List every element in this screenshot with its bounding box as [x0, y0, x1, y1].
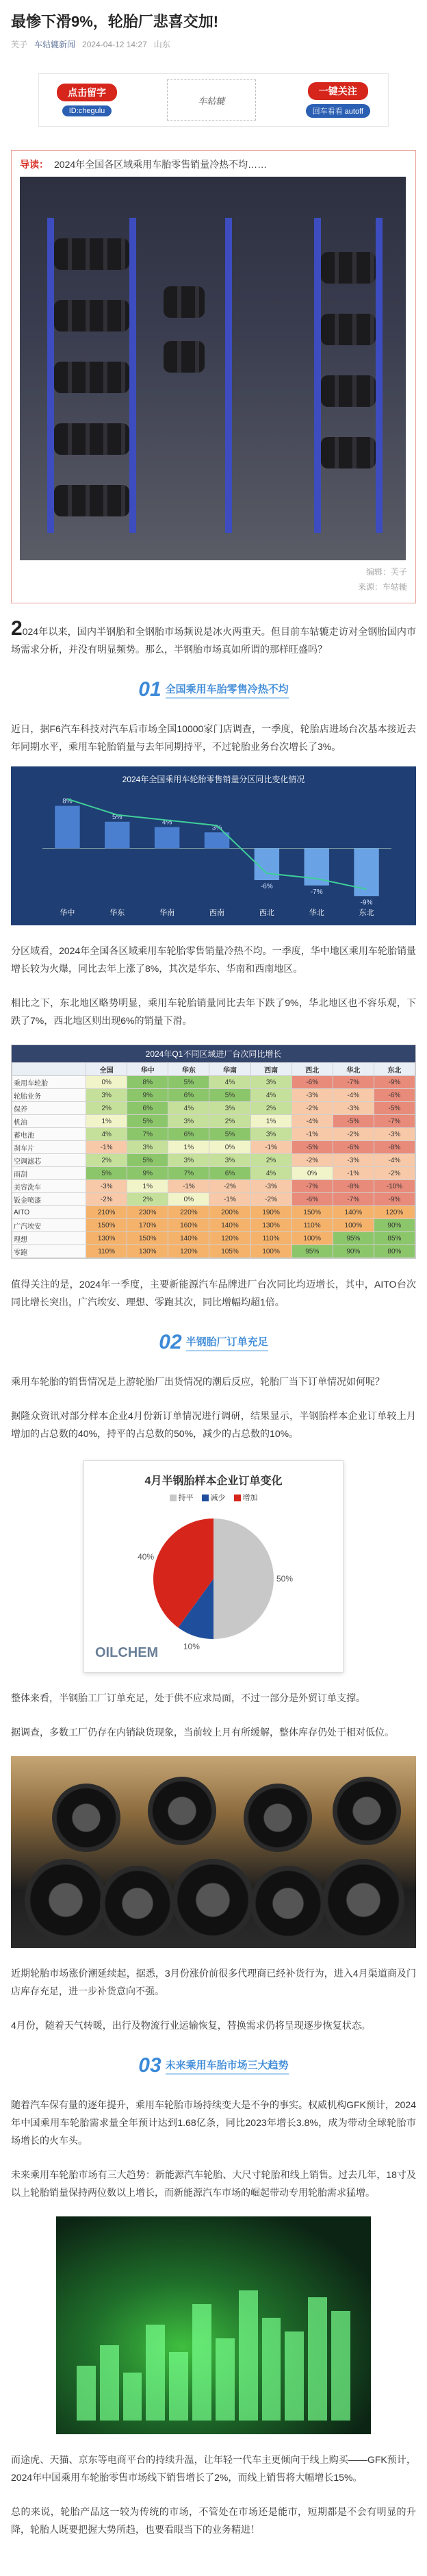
- table-row: [12, 1141, 415, 1154]
- table-row: [12, 1219, 415, 1232]
- banner-left[interactable]: [57, 84, 117, 116]
- tire-stack: [54, 423, 129, 455]
- tire-stack: [321, 314, 376, 345]
- heatmap-cell: -3%: [250, 1180, 292, 1193]
- heatmap-cell: 8%: [127, 1076, 168, 1089]
- heatmap-cell: 3%: [86, 1089, 127, 1102]
- tire-image: [25, 1859, 107, 1941]
- bar-value-label: 3%: [211, 824, 222, 832]
- heatmap-column-header: 华东: [168, 1063, 209, 1076]
- paragraph: 相比之下，东北地区略势明显，乘用车轮胎销量同比去年下跌了9%，华北地区也不容乐观，下跌了7%，西北地区则出现6%的销量下滑。: [11, 997, 416, 1026]
- tire-image: [172, 1859, 254, 1941]
- heatmap-row-label: 钣金喷漆: [12, 1193, 86, 1206]
- heatmap-cell: -4%: [333, 1089, 374, 1102]
- heatmap-cell: 3%: [209, 1154, 250, 1167]
- account-link[interactable]: 车轱辘新闻: [34, 40, 76, 49]
- bar-chart-svg: [22, 785, 405, 922]
- heatmap-cell: 4%: [86, 1128, 127, 1141]
- heatmap-cell: -7%: [374, 1115, 415, 1128]
- heatmap-cell: 2%: [209, 1115, 250, 1128]
- section-number: 03: [138, 2054, 161, 2077]
- table-row: [12, 1245, 415, 1258]
- heatmap-cell: -8%: [333, 1180, 374, 1193]
- heatmap-cell: -10%: [374, 1180, 415, 1193]
- table-row: [12, 1076, 415, 1089]
- tire-image: [322, 1859, 404, 1941]
- lead-text: 2024年全国各区域乘用车胎零售销量冷热不均……: [54, 159, 268, 170]
- heatmap-column-header: 全国: [86, 1063, 127, 1076]
- table-row: [12, 1180, 415, 1193]
- heatmap-cell: -2%: [209, 1180, 250, 1193]
- heatmap-cell: 4%: [250, 1167, 292, 1180]
- tire-image: [244, 1784, 312, 1852]
- heatmap-cell: 2%: [250, 1154, 292, 1167]
- heatmap-cell: -6%: [292, 1076, 333, 1089]
- table-row: [12, 1232, 415, 1245]
- heatmap-cell: -8%: [374, 1141, 415, 1154]
- tire-stack: [321, 437, 376, 468]
- heatmap-column-header: 华南: [209, 1063, 250, 1076]
- heatmap-cell: -2%: [333, 1128, 374, 1141]
- heatmap-header-row: [12, 1063, 415, 1076]
- heatmap-grid: [12, 1062, 415, 1258]
- heatmap-cell: 210%: [86, 1206, 127, 1219]
- heatmap-cell: 1%: [86, 1115, 127, 1128]
- legend-label: 增加: [242, 1494, 258, 1502]
- heatmap-cell: 160%: [168, 1219, 209, 1232]
- table-row: [12, 1193, 415, 1206]
- heatmap-cell: -5%: [333, 1115, 374, 1128]
- heatmap-cell: -7%: [292, 1180, 333, 1193]
- heatmap-cell: -7%: [333, 1076, 374, 1089]
- tire-stack: [54, 300, 129, 332]
- heatmap-cell: 1%: [127, 1180, 168, 1193]
- lead-tag: 导读：: [20, 159, 49, 170]
- heatmap-cell: 1%: [250, 1115, 292, 1128]
- x-tick-label: 华中: [60, 909, 75, 917]
- heatmap-cell: -6%: [292, 1193, 333, 1206]
- heatmap-cell: 80%: [374, 1245, 415, 1258]
- tire-stack: [54, 238, 129, 270]
- table-row: [12, 1089, 415, 1102]
- legend-swatch: [202, 1495, 209, 1501]
- paragraph: 整体来看，半钢胎工厂订单充足，处于供不应求局面，不过一部分是外贸订单支撑。: [11, 1692, 365, 1703]
- heatmap-cell: 170%: [127, 1219, 168, 1232]
- table-row: [12, 1167, 415, 1180]
- heatmap-cell: 6%: [168, 1128, 209, 1141]
- heatmap-cell: -3%: [333, 1154, 374, 1167]
- paragraph: 4月份，随着天气转暖，出行及物流行业运输恢复，替换需求仍将呈现逐步恢复状态。: [11, 2020, 371, 2031]
- heatmap-cell: 200%: [209, 1206, 250, 1219]
- legend-swatch: [234, 1495, 241, 1501]
- stock-market-photo: [56, 2216, 371, 2434]
- heatmap-cell: 110%: [250, 1232, 292, 1245]
- heatmap-cell: 120%: [374, 1206, 415, 1219]
- paragraph-text: 024年以来，国内半钢胎和全钢胎市场频说是冰火两重天。但目前车轱辘走访对全钢胎国内市场需求分析，并没有明显频势。那么，半钢胎市场真如所谓的那样旺盛吗？: [11, 626, 416, 655]
- table-row: [12, 1115, 415, 1128]
- chart-title: 2024年全国乘用车轮胎零售销量分区同比变化情况: [122, 775, 305, 784]
- heatmap-cell: -2%: [86, 1193, 127, 1206]
- tire-stack: [164, 341, 205, 373]
- publish-location: 山东: [153, 40, 170, 49]
- heatmap-cell: 0%: [168, 1193, 209, 1206]
- heatmap-cell: 3%: [168, 1154, 209, 1167]
- heatmap-cell: -9%: [374, 1076, 415, 1089]
- heatmap-cell: 1%: [168, 1141, 209, 1154]
- paragraph: 据隆众资讯对部分样本企业4月份新订单情况进行调研，结果显示，半钢胎样本企业订单较上月增加的占总数的40%，持平的占总数的50%，减少的占总数的10%。: [11, 1410, 416, 1439]
- page-title: 最惨下滑9%，轮胎厂悲喜交加!: [11, 13, 219, 30]
- heatmap-cell: -4%: [292, 1115, 333, 1128]
- heatmap-cell: 5%: [127, 1154, 168, 1167]
- bar-value-label: -7%: [310, 888, 323, 896]
- heatmap-cell: 140%: [209, 1219, 250, 1232]
- heatmap-cell: 6%: [209, 1167, 250, 1180]
- paragraph: 值得关注的是，2024年一季度，主要新能源汽车品牌进厂台次同比均迈增长，其中，AITO台次同比增长突出，广汽埃安、理想、零跑其次，同比增幅均超1倍。: [11, 1279, 416, 1308]
- heatmap-cell: -9%: [374, 1193, 415, 1206]
- regional-bar-chart: [11, 766, 416, 925]
- heatmap-cell: 105%: [209, 1245, 250, 1258]
- paragraph: [11, 617, 416, 658]
- section-title: 半钢胎厂订单充足: [186, 1334, 268, 1351]
- warehouse-photo: [20, 177, 406, 560]
- bar-华东: [105, 822, 129, 849]
- heatmap-cell: 150%: [127, 1232, 168, 1245]
- heatmap-cell: 3%: [209, 1102, 250, 1115]
- heatmap-cell: -1%: [250, 1141, 292, 1154]
- pie-legend: [95, 1492, 332, 1503]
- paragraph: 近日，据F6汽车科技对汽车后市场全国10000家门店调查，一季度，轮胎店进场台次基本接近去年同期水平，乘用车轮胎销量与去年同期持平，不过轮胎业务台次增长了3%。: [11, 723, 416, 752]
- bar-value-label: 8%: [62, 797, 73, 805]
- heatmap-cell: 130%: [250, 1219, 292, 1232]
- paragraph: 总的来说，轮胎产品这一较为传统的市场，不管处在市场还是能市，短期都是不会有明显的升降，轮胎人既要把握大势所趋，也要看眼当下的业务精进！: [11, 2506, 416, 2535]
- section-title: 全国乘用车胎零售冷热不均: [166, 681, 289, 699]
- brand-logo: 车轱辘: [167, 79, 256, 121]
- heatmap-cell: -2%: [292, 1154, 333, 1167]
- x-tick-label: 西北: [259, 909, 274, 917]
- heatmap-row-label: 轮胎业务: [12, 1089, 86, 1102]
- heatmap-row-label: 广汽埃安: [12, 1219, 86, 1232]
- heatmap-row-label: 刹车片: [12, 1141, 86, 1154]
- heatmap-row-label: 空调滤芯: [12, 1154, 86, 1167]
- heatmap-cell: -2%: [250, 1193, 292, 1206]
- x-tick-label: 华东: [109, 909, 125, 917]
- rack-post: [376, 218, 383, 533]
- heatmap-cell: 3%: [127, 1141, 168, 1154]
- paragraph: 分区域看，2024年全国各区域乘用车轮胎零售销量冷热不均。一季度，华中地区乘用车轮胎销量增长较为火爆，同比去年上涨了8%，其次是华东、华南和西南地区。: [11, 945, 416, 974]
- paragraph: 近期轮胎市场涨价潮延续起，据悉，3月份涨价前很多代理商已经补货行为，进入4月渠道商及门店库存充足，进一步补货意向不强。: [11, 1968, 416, 1997]
- heatmap-cell: 140%: [168, 1232, 209, 1245]
- heatmap-column-header: 华北: [333, 1063, 374, 1076]
- heatmap-cell: 190%: [250, 1206, 292, 1219]
- tire-stack: [321, 252, 376, 284]
- tire-stack: [321, 375, 376, 407]
- article-meta: [11, 38, 416, 50]
- photo-caption: [20, 564, 407, 595]
- tire-image: [52, 1784, 120, 1852]
- heatmap-cell: 90%: [374, 1219, 415, 1232]
- heatmap-cell: 120%: [168, 1245, 209, 1258]
- heatmap-cell: -1%: [333, 1167, 374, 1180]
- heatmap-cell: 130%: [86, 1232, 127, 1245]
- footer-space: [11, 2538, 416, 2566]
- follow-button[interactable]: 一键关注: [308, 82, 368, 100]
- heatmap-cell: -5%: [292, 1141, 333, 1154]
- section-header: [11, 676, 416, 703]
- heatmap-cell: 6%: [127, 1102, 168, 1115]
- rack-post: [47, 218, 54, 533]
- heatmap-row-label: 机油: [12, 1115, 86, 1128]
- paragraph: 随着汽车保有量的逐年提升，乘用车轮胎市场持续变大是不争的事实。权威机构GFK预计，2024年中国乘用车轮胎需求量全年预计达到1.68亿条，同比2023年增长3.8%，成为带动全球轮胎市场增长的火车头。: [11, 2099, 416, 2146]
- heatmap-column-header: [12, 1063, 86, 1076]
- heatmap-cell: 140%: [333, 1206, 374, 1219]
- heatmap-cell: -5%: [374, 1102, 415, 1115]
- heatmap-cell: 4%: [250, 1089, 292, 1102]
- tire-stack: [54, 362, 129, 393]
- heatmap-cell: 100%: [292, 1232, 333, 1245]
- heatmap-cell: -1%: [168, 1180, 209, 1193]
- heatmap-cell: 150%: [292, 1206, 333, 1219]
- stock-bars-graphic: [77, 2284, 350, 2421]
- heatmap-cell: 110%: [292, 1219, 333, 1232]
- heatmap-cell: -1%: [292, 1128, 333, 1141]
- section-number: 02: [159, 1331, 182, 1353]
- tire-image: [250, 1866, 326, 1941]
- heatmap-column-header: 华中: [127, 1063, 168, 1076]
- legend-item: [202, 1492, 226, 1503]
- heatmap-cell: 5%: [168, 1076, 209, 1089]
- bar-value-label: 4%: [161, 818, 172, 827]
- paragraph: 据调查，多数工厂仍存在内销缺货现象，当前较上月有所缓解，整体库存仍处于相对低位。: [11, 1727, 394, 1738]
- heatmap-cell: 9%: [127, 1089, 168, 1102]
- bar-华南: [155, 827, 179, 849]
- heatmap-cell: 4%: [209, 1076, 250, 1089]
- legend-item: [170, 1492, 194, 1503]
- heatmap-row-label: 零跑: [12, 1245, 86, 1258]
- heatmap-cell: -2%: [292, 1102, 333, 1115]
- heatmap-column-header: 西南: [250, 1063, 292, 1076]
- lead-box: [11, 150, 416, 603]
- paragraph: 乘用车轮胎的销售情况是上游轮胎厂出货情况的潮后反应，轮胎厂当下订单情况如何呢？: [11, 1376, 385, 1387]
- banner-right[interactable]: [306, 82, 370, 118]
- order-pie-chart: [83, 1460, 344, 1673]
- heatmap-row-label: 保养: [12, 1102, 86, 1115]
- author-name: 芙子: [11, 40, 28, 49]
- legend-label: 减少: [210, 1494, 226, 1502]
- heatmap-cell: 95%: [292, 1245, 333, 1258]
- x-tick-label: 东北: [359, 909, 374, 917]
- heatmap-row-label: 雨刮: [12, 1167, 86, 1180]
- heatmap-cell: 2%: [86, 1102, 127, 1115]
- heatmap-row-label: 乘用车轮胎: [12, 1076, 86, 1089]
- caption-source: 来源：车轱辘: [357, 582, 407, 592]
- heatmap-cell: -1%: [209, 1193, 250, 1206]
- heatmap-cell: 6%: [168, 1089, 209, 1102]
- publish-date: 2024-04-12 14:27: [82, 39, 147, 49]
- heatmap-cell: 95%: [333, 1232, 374, 1245]
- bar-value-label: -9%: [360, 899, 373, 907]
- heatmap-cell: 100%: [333, 1219, 374, 1232]
- rack-post: [129, 218, 136, 533]
- legend-swatch: [170, 1495, 177, 1501]
- heatmap-title: 2024年Q1不同区域进厂台次同比增长: [12, 1045, 415, 1062]
- heatmap-column-header: 西北: [292, 1063, 333, 1076]
- section-number: 01: [138, 678, 161, 701]
- heatmap-cell: 130%: [127, 1245, 168, 1258]
- pie-chart-svg: [95, 1507, 332, 1658]
- heatmap-row-label: 美容洗车: [12, 1180, 86, 1193]
- heatmap-cell: -6%: [333, 1141, 374, 1154]
- table-row: [12, 1128, 415, 1141]
- heatmap-cell: 5%: [209, 1089, 250, 1102]
- heatmap-cell: 5%: [127, 1115, 168, 1128]
- x-tick-label: 华北: [309, 909, 324, 917]
- bar-value-label: 5%: [112, 813, 122, 821]
- heatmap-cell: -3%: [333, 1102, 374, 1115]
- pie-value-label: 10%: [183, 1641, 200, 1651]
- heatmap-row-label: AITO: [12, 1206, 86, 1219]
- tire-image: [333, 1777, 401, 1845]
- section-header: [11, 2052, 416, 2079]
- heatmap-cell: 2%: [250, 1102, 292, 1115]
- heatmap-cell: 5%: [86, 1167, 127, 1180]
- caption-editor: 编辑：芙子: [365, 567, 407, 577]
- tire-image: [100, 1866, 175, 1941]
- heatmap-cell: -2%: [374, 1167, 415, 1180]
- paragraph: 而途虎、天猫、京东等电商平台的持续升温，让年轻一代车主更倾向于线上购买——GFK预计，2024年中国乘用车轮胎零售市场线下销售增长了2%，而线上销售将大幅增长15%。: [11, 2454, 416, 2483]
- banner-left-pill[interactable]: 点击留字: [57, 84, 117, 101]
- pie-value-label: 40%: [138, 1551, 155, 1562]
- heatmap-cell: 230%: [127, 1206, 168, 1219]
- heatmap-cell: -4%: [374, 1154, 415, 1167]
- pie-value-label: 50%: [276, 1574, 294, 1584]
- heatmap-cell: -3%: [292, 1089, 333, 1102]
- heatmap-cell: 9%: [127, 1167, 168, 1180]
- heatmap-row-label: 蓄电池: [12, 1128, 86, 1141]
- heatmap-cell: -1%: [86, 1141, 127, 1154]
- rack-post: [314, 218, 321, 533]
- lead-header: [20, 158, 407, 171]
- legend-item: [234, 1492, 258, 1503]
- heatmap-table: [11, 1045, 416, 1259]
- heatmap-row-label: 理想: [12, 1232, 86, 1245]
- heatmap-cell: 7%: [168, 1167, 209, 1180]
- heatmap-cell: -3%: [86, 1180, 127, 1193]
- heatmap-cell: 90%: [333, 1245, 374, 1258]
- heatmap-cell: 3%: [250, 1128, 292, 1141]
- section-title: 未来乘用车胎市场三大趋势: [166, 2058, 289, 2075]
- x-tick-label: 西南: [209, 909, 224, 917]
- bar-value-label: -6%: [260, 883, 273, 890]
- heatmap-cell: 5%: [209, 1128, 250, 1141]
- pie-slice-持平: [214, 1518, 274, 1639]
- table-row: [12, 1154, 415, 1167]
- table-row: [12, 1102, 415, 1115]
- heatmap-cell: 7%: [127, 1128, 168, 1141]
- tire-shelf-photo: [11, 1756, 416, 1948]
- heatmap-cell: 110%: [86, 1245, 127, 1258]
- heatmap-cell: 2%: [86, 1154, 127, 1167]
- banner-left-sub: ID:chegulu: [62, 105, 112, 116]
- tire-stack: [164, 286, 205, 318]
- heatmap-cell: 85%: [374, 1232, 415, 1245]
- section-header: [11, 1329, 416, 1356]
- heatmap-cell: 4%: [168, 1102, 209, 1115]
- dropcap: 2: [11, 617, 23, 640]
- heatmap-cell: 220%: [168, 1206, 209, 1219]
- paragraph: 未来乘用车轮胎市场有三大趋势：新能源汽车轮胎、大尺寸轮胎和线上销售。过去几年，18寸及以上轮胎销量保持两位数以上增长，而新能源汽车市场的崛起带动专用轮胎需求猛增。: [11, 2169, 416, 2198]
- rack-post: [225, 218, 232, 533]
- heatmap-cell: 0%: [209, 1141, 250, 1154]
- heatmap-cell: 150%: [86, 1219, 127, 1232]
- pie-title: 4月半钢胎样本企业订单变化: [144, 1475, 283, 1487]
- heatmap-cell: -7%: [333, 1193, 374, 1206]
- legend-label: 持平: [178, 1494, 194, 1502]
- heatmap-cell: 100%: [250, 1245, 292, 1258]
- heatmap-cell: -3%: [374, 1128, 415, 1141]
- tire-image: [148, 1777, 216, 1845]
- heatmap-cell: 120%: [209, 1232, 250, 1245]
- tire-stack: [54, 485, 129, 516]
- heatmap-cell: 0%: [86, 1076, 127, 1089]
- table-row: [12, 1206, 415, 1219]
- heatmap-cell: -6%: [374, 1089, 415, 1102]
- x-tick-label: 华南: [159, 909, 175, 917]
- banner-right-sub: 回车看看 autoff: [306, 104, 370, 118]
- heatmap-cell: 3%: [168, 1115, 209, 1128]
- heatmap-cell: 3%: [250, 1076, 292, 1089]
- heatmap-column-header: 东北: [374, 1063, 415, 1076]
- heatmap-cell: 2%: [127, 1193, 168, 1206]
- follow-banner[interactable]: [38, 73, 389, 127]
- bar-华中: [55, 806, 79, 849]
- heatmap-cell: 0%: [292, 1167, 333, 1180]
- watermark-logo: OILCHEM: [95, 1645, 159, 1660]
